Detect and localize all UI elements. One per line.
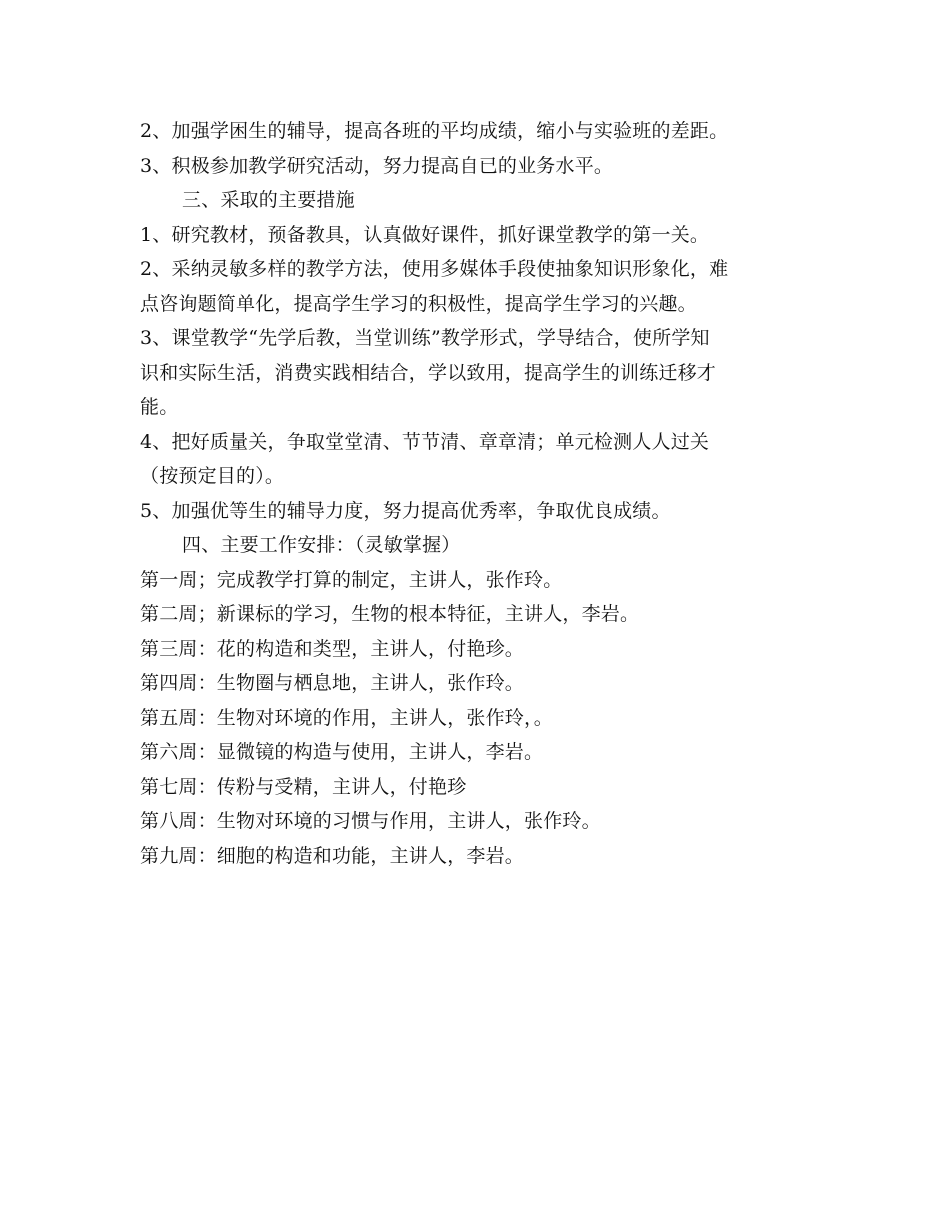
text-line: 识和实际生活，消费实践相结合，学以致用，提高学生的训练迁移才: [140, 361, 717, 384]
text-line: 2、加强学困生的辅导，提高各班的平均成绩，缩小与实验班的差距。: [140, 120, 729, 142]
text-line: 第七周：传粉与受精，主讲人，付艳珍: [140, 775, 467, 798]
schedule-item: [140, 770, 820, 805]
text-line: 第四周：生物圈与栖息地，主讲人，张作玲。: [140, 672, 525, 694]
text-line: 第八周：生物对环境的习惯与作用，主讲人，张作玲。: [140, 810, 601, 832]
list-item: [140, 218, 820, 253]
text-line: 四、主要工作安排：（灵敏掌握）: [182, 534, 461, 556]
text-line: 第二周；新课标的学习，生物的根本特征，主讲人，李岩。: [140, 603, 640, 625]
list-item: [140, 425, 820, 494]
schedule-item: [140, 804, 820, 839]
text-line: 三、采取的主要措施: [182, 189, 355, 211]
text-line: 3、课堂教学“先学后教，当堂训练”教学形式，学导结合，使所学知: [140, 327, 710, 349]
text-line: 第九周：细胞的构造和功能，主讲人，李岩。: [140, 844, 525, 867]
schedule-item: [140, 597, 820, 632]
text-line: （按预定目的）。: [140, 465, 285, 487]
text-line: 3、积极参加教学研究活动，努力提高自已的业务水平。: [140, 154, 614, 177]
text-line: 第六周：显微镜的构造与使用，主讲人，李岩。: [140, 741, 544, 763]
document-body: [140, 114, 820, 873]
text-line: 第三周：花的构造和类型，主讲人，付艳珍。: [140, 637, 525, 660]
section-heading: [140, 528, 820, 563]
list-item: [140, 149, 820, 184]
list-item: [140, 494, 820, 529]
schedule-item: [140, 632, 820, 667]
section-heading: [140, 183, 820, 218]
list-item: [140, 252, 820, 321]
text-line: 点咨询题简单化，提高学生学习的积极性，提高学生学习的兴趣。: [140, 292, 697, 315]
schedule-item: [140, 701, 820, 736]
text-line: 第五周：生物对环境的作用，主讲人，张作玲，。: [140, 706, 553, 729]
text-line: 1、研究教材，预备教具，认真做好课件，抓好课堂教学的第一关。: [140, 223, 710, 246]
list-item: [140, 114, 820, 149]
text-line: 4、把好质量关，争取堂堂清、节节清、章章清；单元检测人人过关: [140, 430, 710, 453]
schedule-item: [140, 839, 820, 874]
schedule-item: [140, 563, 820, 598]
schedule-item: [140, 735, 820, 770]
list-item: [140, 321, 820, 425]
text-line: 2、采纳灵敏多样的教学方法，使用多媒体手段使抽象知识形象化，难: [140, 258, 729, 280]
text-line: 第一周；完成教学打算的制定，主讲人，张作玲。: [140, 568, 563, 591]
schedule-item: [140, 666, 820, 701]
text-line: 5、加强优等生的辅导力度，努力提高优秀率，争取优良成绩。: [140, 499, 671, 522]
text-line: 能。: [140, 396, 179, 418]
